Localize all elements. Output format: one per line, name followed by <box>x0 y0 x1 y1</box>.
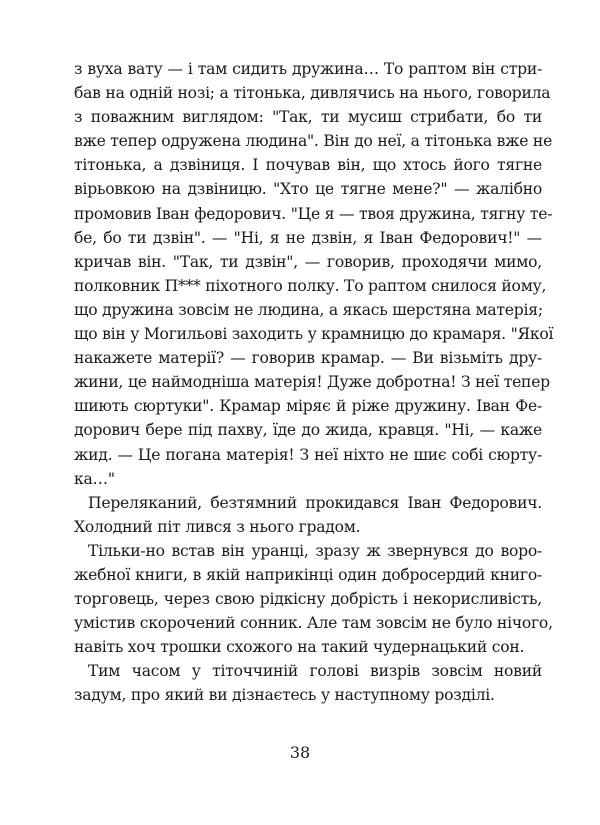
text-line: Тільки-но встав він уранці, зразу ж звернувся до воро- <box>88 541 542 560</box>
text-line: накажете матерії? — говорив крамар. — Ви візьміть дру- <box>74 349 542 368</box>
text-line: кричав він. "Так, ти дзвін", — говорив, проходячи мимо, <box>74 252 542 271</box>
text-line: навіть хоч трошки схожого на такий чудернацький сон. <box>74 638 525 657</box>
text-line: Тим часом у тіточчиній голові визрів зовсім новий <box>88 662 542 681</box>
paragraph <box>74 539 553 659</box>
text-line: ка…" <box>74 469 115 488</box>
text-line: жид. — Це погана матерія! З неї ніхто не шиє собі сюрту- <box>74 445 542 464</box>
text-line: дорович бере під пахву, їде до жида, кравця. "Ні, — каже <box>74 421 542 440</box>
text-line: умістив скорочений сонник. Але там зовсім не було нічого, <box>74 614 553 633</box>
paragraph <box>74 491 542 539</box>
text-line: торговець, через свою рідкісну добрість і некорисливість, <box>74 590 542 609</box>
text-line: Переляканий, безтямний прокидався Іван Федорович. <box>88 493 542 512</box>
text-line: промовив Іван федорович. "Це я — твоя дружина, тягну те- <box>74 204 553 223</box>
text-line: вже тепер одружена людина". Він до неї, а тітонька вже не <box>74 132 553 151</box>
text-line: вірьовкою на дзвіницю. "Хто це тягне мене?" — жалібно <box>74 180 542 199</box>
page-body-text <box>74 57 554 708</box>
text-line: з поважним виглядом: "Так, ти мусиш стрибати, бо ти <box>74 108 542 127</box>
text-line: бав на одній нозі; а тітонька, дивлячись на нього, говорила <box>74 84 551 103</box>
text-line: тітонька, а дзвіниця. І почував він, що хтось його тягне <box>74 156 542 175</box>
text-line: бе, бо ти дзвін". — "Ні, я не дзвін, я Іван Федорович!" — <box>74 228 542 247</box>
text-line: що він у Могильові заходить у крамницю до крамаря. "Якої <box>74 325 554 344</box>
text-line: шиють сюртуки". Крамар міряє й ріже дружину. Іван Фе- <box>74 397 542 416</box>
paragraph <box>74 659 542 707</box>
paragraph <box>74 57 554 491</box>
text-line: з вуха вату — і там сидить дружина… То раптом він стри- <box>74 60 542 78</box>
text-line: жебної книги, в якій наприкінці один добросердий книго- <box>74 565 542 584</box>
text-line: Холодний піт лився з нього градом. <box>74 517 361 536</box>
text-line: полковник П*** піхотного полку. То раптом снилося йому, <box>74 276 547 295</box>
text-line: жини, це наймодніша матерія! Дуже добротна! З неї тепер <box>74 373 550 392</box>
text-line: задум, про який ви дізнаєтесь у наступному розділі. <box>74 686 495 705</box>
text-line: що дружина зовсім не людина, а якась шерстяна матерія; <box>74 300 543 319</box>
page-number: 38 <box>289 743 311 762</box>
